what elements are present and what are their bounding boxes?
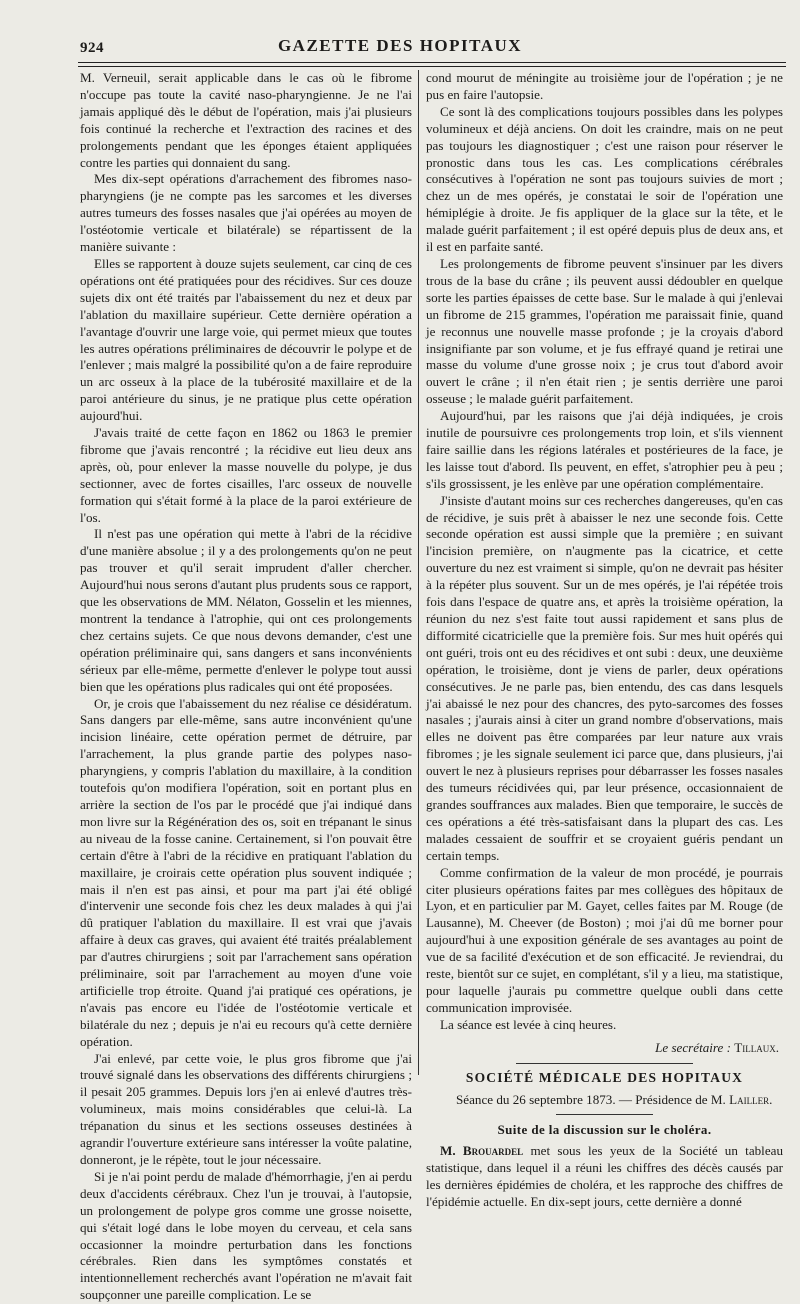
- paragraph: Mes dix-sept opérations d'arrachement des fibromes naso-pharyngiens (je ne compte pas les sarcomes et les diverses autres tumeurs des fosses nasales que j'ai opérées au moyen de l'ostéotomie verticale et bilatérale) se répartissent de la manière suivante :: [80, 171, 412, 255]
- session-line: [426, 1092, 783, 1109]
- speaker-name: M. Brouardel: [440, 1143, 524, 1159]
- paragraph: cond mourut de méningite au troisième jour de l'opération ; je ne pus en faire l'autopsie.: [426, 70, 783, 102]
- subsection-separator: [556, 1114, 653, 1115]
- signature-label: Le secrétaire :: [655, 1039, 731, 1055]
- page-number: 924: [80, 40, 104, 56]
- section-title: SOCIÉTÉ MÉDICALE DES HOPITAUX: [465, 1069, 744, 1085]
- paragraph: La séance est levée à cinq heures.: [440, 1016, 617, 1032]
- paragraph: Elles se rapportent à douze sujets seulement, car cinq de ces opérations ont été pratiquées pour des récidives. Sur ces douze sujets dix ont été traités par l'abaissement du nez et deux par l'ablation du maxillaire supérieur. Cette dernière opération a l'avantage d'ouvrir une large voie, qui permet mieux que toutes les autres opérations préliminaires de découvrir le polype et de l'enlever ; mais malgré la possibilité qu'on a de faire reproduire un arc osseux à la place de la tubérosité maxillaire et de la paroi antérieure du sinus, je ne pratique plus cette opération aujourd'hui.: [80, 255, 412, 424]
- left-column: [80, 70, 412, 1303]
- paragraph: Comme confirmation de la valeur de mon procédé, je pourrais citer plusieurs opérations faites par mes collègues des hôpitaux de Lyon, et en particulier par M. Gayet, celles faites par M. Rouge (de Lausanne), M. Cheever (de Boston) ; moi j'ai dû me borner pour aujourd'hui à une exposition générale de ses avantages au point de vue de sa facilité d'exécution et de son efficacité. Je reviendrai, du reste, bientôt sur ce sujet, en complétant, s'il y a lieu, ma statistique, pour laquelle j'aurais pu commettre quelque oubli dans cette communication improvisée.: [426, 864, 783, 1015]
- header-rule: [78, 62, 786, 63]
- right-column: [426, 70, 783, 1209]
- speaker-text: met sous les yeux de la Société un tableau statistique, dans lequel il a réuni les chiffres des décès causés par les dernières épidémies de choléra, et les rapproche des chiffres de l'épidémie actuelle. En dix-sept jours, cette dernière a donné: [426, 1143, 783, 1209]
- section-separator: [516, 1063, 693, 1064]
- paragraph: J'avais traité de cette façon en 1862 ou 1863 le premier fibrome que j'avais rencontré ; la récidive eut lieu deux ans après, où, pour enlever la masse nouvelle du polype, je dus sectionner, avec de fortes cisailles, l'arc osseux de nouvelle formation qui s'était formé à la place de la paroi extérieure de l'os.: [80, 425, 412, 525]
- paragraph: Or, je crois que l'abaissement du nez réalise ce désidératum. Sans dangers par elle-même, sans autre inconvénient qu'une incision linéaire, cette opération permet de détruire, par l'arrachement, la plus grande partie des polypes naso-pharyngiens, y compris l'ablation du maxillaire, à la condition toutefois qu'on modifiera l'opération, soit en portant plus en arrière la section de l'os par le procédé que j'ai indiqué dans mon livre sur la Régénération des os, soit en trépanant le sinus au niveau de la fosse canine. Certainement, si l'on pouvait être certain d'être à l'abri de la récidive en pratiquant l'ablation du maxillaire, je croirais cette opération plus souvent indiquée ; mais il n'en est pas ainsi, et pour ma part j'ai été obligé d'intervenir une seconde fois chez les deux malades à qui j'ai dû pratiquer l'ablation du maxillaire. Il est vrai que j'avais affaire à deux cas graves, qui avaient été traités préalablement par d'autres chirurgiens ; soit par l'arrachement sans opération préliminaire, soit par l'arrachement au moyen d'une voie artificielle trop étroite. Quand j'ai pratiqué ces opérations, je n'avais pas encore eu l'idée de l'ostéotomie verticale et bilatérale du nez ; depuis je n'ai eu recours qu'à cette dernière opération.: [80, 695, 412, 1049]
- signature: [426, 1040, 779, 1057]
- session-president: Lailler.: [729, 1092, 773, 1108]
- subsection-title: Suite de la discussion sur le choléra.: [497, 1122, 712, 1138]
- paragraph: Les prolongements de fibrome peuvent s'insinuer par les divers trous de la base du crâne ; ils peuvent aussi dédoubler en quelque sorte les parties épaisses de cette base. Sur le malade à qui j'enlevai un fibrome de 215 grammes, l'opération me paraissait finie, quand je reconnus une nouvelle masse profonde ; je la croyais d'abord insignifiante par son volume, et je fus effrayé quand je retirai une masse du volume d'une grosse noix ; je crus tout d'abord avoir ouvert le crâne ; il n'en était rien ; je sentis derrière une paroi osseuse ; le malade guérit parfaitement.: [426, 255, 783, 407]
- paragraph: J'insiste d'autant moins sur ces recherches dangereuses, qu'en cas de récidive, je suis prêt à abaisser le nez une seconde fois. Cette seconde opération est aussi simple que la première ; en suivant l'incision première, on n'augmente pas la cicatrice, et cette ouverture du nez est vraiment si simple, qu'on ne devrait pas hésiter à la répéter plus souvent. Sur un de mes opérés, je l'ai répétée trois fois dans l'espace de quatre ans, et après la troisième opération, la réunion du nez s'est faite tout aussi rapidement et sans plus de difformité cicatricielle que la première fois. Sur mes huit opérés qui ont guéri, trois ont eu des récidives et ont subi : deux, une deuxième opération, le troisième, dont je viens de parler, deux opérations consécutives. Je ne parle pas, bien entendu, des cas dans lesquels j'ai abaissé le nez pour des chancres, des pyto-sarcomes des fosses nasales ; j'aurais ainsi à citer un grand nombre d'observations, mais elles ne doivent pas être comparées par leur nature aux vrais fibromes ; je les signale seulement ici parce que, dans plusieurs, j'ai ouvert le nez à plusieurs reprises pour débarrasser les fosses nasales des tumeurs récidivées qui, par leur présence, occasionnaient de grandes souffrances aux malades. Bien que temporaire, le succès de ces opérations a été très-satisfaisant dans la plupart des cas. Les malades cessaient de souffrir et se croyaient guéris pendant un certain temps.: [426, 492, 783, 863]
- column-divider: [418, 70, 419, 1075]
- paragraph: J'ai enlevé, par cette voie, le plus gros fibrome que j'ai trouvé signalé dans les observations des différents chirurgiens ; il pesait 205 grammes. Depuis lors j'en ai enlevé d'autres très-volumineux, mais moins considérables que celui-là. La trépanation du sinus et les sections osseuses destinées à agrandir l'ouverture extérieure sans intéresser la voûte palatine, donneront, je le répète, tout le jour nécessaire.: [80, 1050, 412, 1167]
- signature-name: Tillaux.: [734, 1039, 779, 1055]
- session-prefix: Séance du 26 septembre 1873. — Présidence de M.: [456, 1092, 726, 1108]
- paragraph: Aujourd'hui, par les raisons que j'ai déjà indiquées, je crois inutile de poursuivre ces prolongements trop loin, et s'ils viennent faire saillie dans les régions latérales et postérieures de la face, je les laisse tout d'abord. Ils peuvent, en effet, s'atrophier peu à peu ; s'ils grossissent, je les enlève par une opération complémentaire.: [426, 408, 783, 491]
- paragraph: Si je n'ai point perdu de malade d'hémorrhagie, j'en ai perdu deux d'accidents cérébraux. Chez l'un je trouvai, à l'autopsie, un prolongement de polype gros comme une grosse noisette, qui s'était logé dans le lobe moyen du cerveau, et cela sans occasionner la moindre perturbation dans les fonctions cérébrales. Rien dans les symptômes constatés et intentionnellement recherchés avant l'opération ne m'avait fait soupçonner une pareille complication. Le se: [80, 1168, 412, 1303]
- paragraph: Ce sont là des complications toujours possibles dans les polypes volumineux et déjà anciens. On doit les craindre, mais on ne peut pas toujours les diagnostiquer ; c'est une raison pour réserver le pronostic dans tous les cas. Les complications cérébrales consécutives à l'opération ne sont pas toujours suivies de mort ; chez un de mes opérés, je constatai le soir de l'opération une hémiplégie à droite. Je fis appliquer de la glace sur la tête, et le malade guérit parfaitement ; il est opéré depuis plus de deux ans, et il est en parfaite santé.: [426, 103, 783, 255]
- journal-title: GAZETTE DES HOPITAUX: [277, 36, 523, 55]
- paragraph: Il n'est pas une opération qui mette à l'abri de la récidive d'une manière absolue ; il y a des prolongements qu'on ne peut pas trouver et qu'il serait imprudent d'aller chercher. Aujourd'hui nous serons d'autant plus prudents sous ce rapport, que les observations de MM. Nélaton, Gosselin et les miennes, montrent la tendance à l'atrophie, qui ont ces prolongements chez certains sujets. Ce que nous devons demander, c'est une opération préliminaire qui, sans dangers et sans inconvénients sérieux par elle-même, permette d'enlever le polype tout aussi bien que les opérations plus radicales qui ont été proposées.: [80, 526, 412, 694]
- paragraph: M. Verneuil, serait applicable dans le cas où le fibrome n'occupe pas toute la cavité naso-pharyngienne. Je ne l'ai jamais appliqué dès le début de l'opération, mais j'ai plusieurs fois continué la recherche et l'extraction des racines et des prolongements pendant que les éponges étaient appliquées contre les parties qui donnaient du sang.: [80, 70, 412, 170]
- paragraph: [426, 1143, 783, 1211]
- header-rule-secondary: [78, 66, 786, 67]
